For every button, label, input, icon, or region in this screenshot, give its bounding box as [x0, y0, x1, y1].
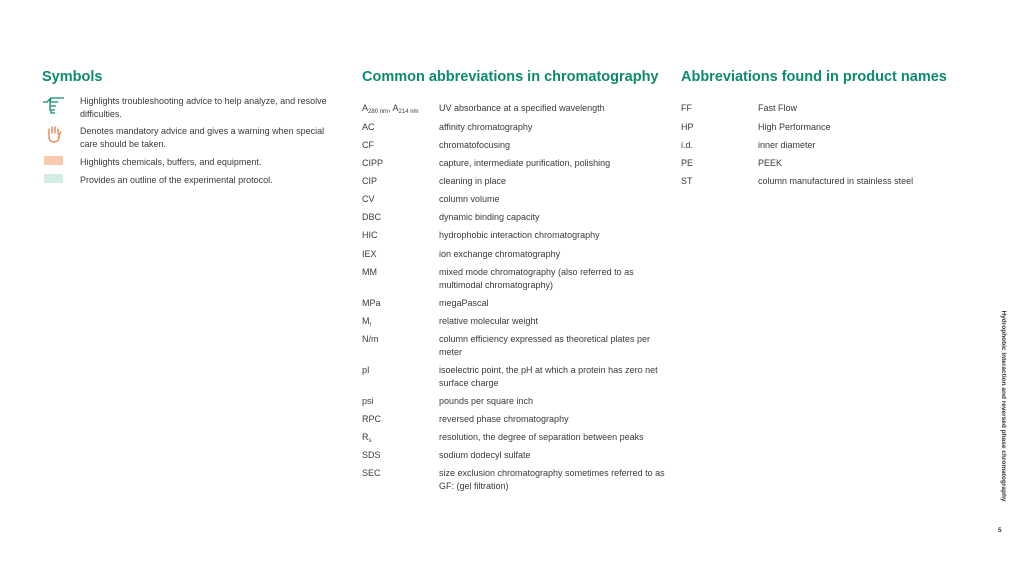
abbreviation-term: $A_{280 nm}$, $A_{214 nm}$: [362, 103, 419, 115]
abbreviation-term: $M_r$: [362, 316, 372, 328]
abbreviation-term: HIC: [362, 230, 378, 240]
abbreviation-term: $R_s$: [362, 432, 372, 444]
abbreviation-definition: dynamic binding capacity: [439, 212, 540, 222]
abbreviation-definition: column manufactured in stainless steel: [758, 176, 914, 186]
abbreviation-term: CF: [362, 140, 374, 150]
abbreviation-definition: ion exchange chromatography: [439, 249, 561, 259]
abbreviation-term: FF: [681, 103, 692, 113]
abbreviation-term: MM: [362, 267, 377, 277]
abbreviation-definition: UV absorbance at a specified wavelength: [439, 103, 605, 113]
abbreviation-term: N/m: [362, 334, 379, 344]
abbreviation-term: ST: [681, 176, 693, 186]
abbreviation-term: CV: [362, 194, 375, 204]
abbreviation-term: RPC: [362, 414, 382, 424]
abbreviation-definition: column volume: [439, 194, 500, 204]
abbreviation-term: SEC: [362, 468, 381, 478]
abbreviation-definition: megaPascal: [439, 298, 489, 308]
abbreviation-definition: cleaning in place: [439, 176, 507, 186]
abbreviation-definition: pounds per square inch: [439, 396, 534, 406]
abbreviation-term: MPa: [362, 298, 381, 308]
green-swatch-icon: [44, 174, 63, 183]
abbreviation-term: CIP: [362, 176, 378, 186]
common-abbreviations-heading: Common abbreviations in chromatography: [362, 69, 659, 85]
abbreviation-definition: column efficiency expressed as theoretical plates per meter: [439, 334, 650, 357]
abbreviation-definition: isoelectric point, the pH at which a protein has zero net surface charge: [439, 365, 658, 388]
abbreviation-definition: mixed mode chromatography (also referred to as multimodal chromatography): [439, 267, 634, 290]
abbreviation-term: HP: [681, 122, 694, 132]
symbol-description: Highlights troubleshooting advice to help analyze, and resolve difficulties.: [80, 96, 327, 119]
abbreviation-term: i.d.: [681, 140, 694, 150]
side-running-title: Hydrophobic interaction and reversed phase chromatography: [1000, 310, 1007, 502]
symbol-description: Highlights chemicals, buffers, and equipment.: [80, 157, 262, 167]
abbreviation-definition: reversed phase chromatography: [439, 414, 569, 424]
abbreviation-term: SDS: [362, 450, 381, 460]
symbols-heading: Symbols: [42, 69, 103, 85]
abbreviation-term: pI: [362, 365, 370, 375]
symbol-description: Provides an outline of the experimental protocol.: [80, 175, 273, 185]
abbreviation-term: psi: [362, 396, 374, 406]
product-abbreviations-heading: Abbreviations found in product names: [681, 69, 947, 85]
abbreviation-definition: relative molecular weight: [439, 316, 539, 326]
abbreviation-definition: inner diameter: [758, 140, 816, 150]
raised-hand-icon: [46, 125, 62, 148]
orange-swatch-icon: [44, 156, 63, 165]
abbreviation-definition: Fast Flow: [758, 103, 798, 113]
abbreviation-definition: capture, intermediate purification, polishing: [439, 158, 611, 168]
abbreviation-term: CIPP: [362, 158, 384, 168]
abbreviation-definition: PEEK: [758, 158, 783, 168]
abbreviation-term: PE: [681, 158, 694, 168]
page-number: 5: [998, 527, 1002, 534]
symbol-description: Denotes mandatory advice and gives a warning when special care should be taken.: [80, 126, 325, 149]
abbreviation-term: IEX: [362, 249, 377, 259]
pointing-hand-icon: [42, 95, 66, 120]
abbreviation-definition: sodium dodecyl sulfate: [439, 450, 531, 460]
abbreviation-definition: High Performance: [758, 122, 831, 132]
abbreviation-definition: affinity chromatography: [439, 122, 533, 132]
abbreviation-definition: size exclusion chromatography sometimes referred to as GF: (gel filtration): [439, 468, 665, 491]
abbreviation-term: AC: [362, 122, 375, 132]
abbreviation-definition: hydrophobic interaction chromatography: [439, 230, 600, 240]
abbreviation-definition: resolution, the degree of separation between peaks: [439, 432, 644, 442]
abbreviation-term: DBC: [362, 212, 382, 222]
abbreviation-definition: chromatofocusing: [439, 140, 511, 150]
